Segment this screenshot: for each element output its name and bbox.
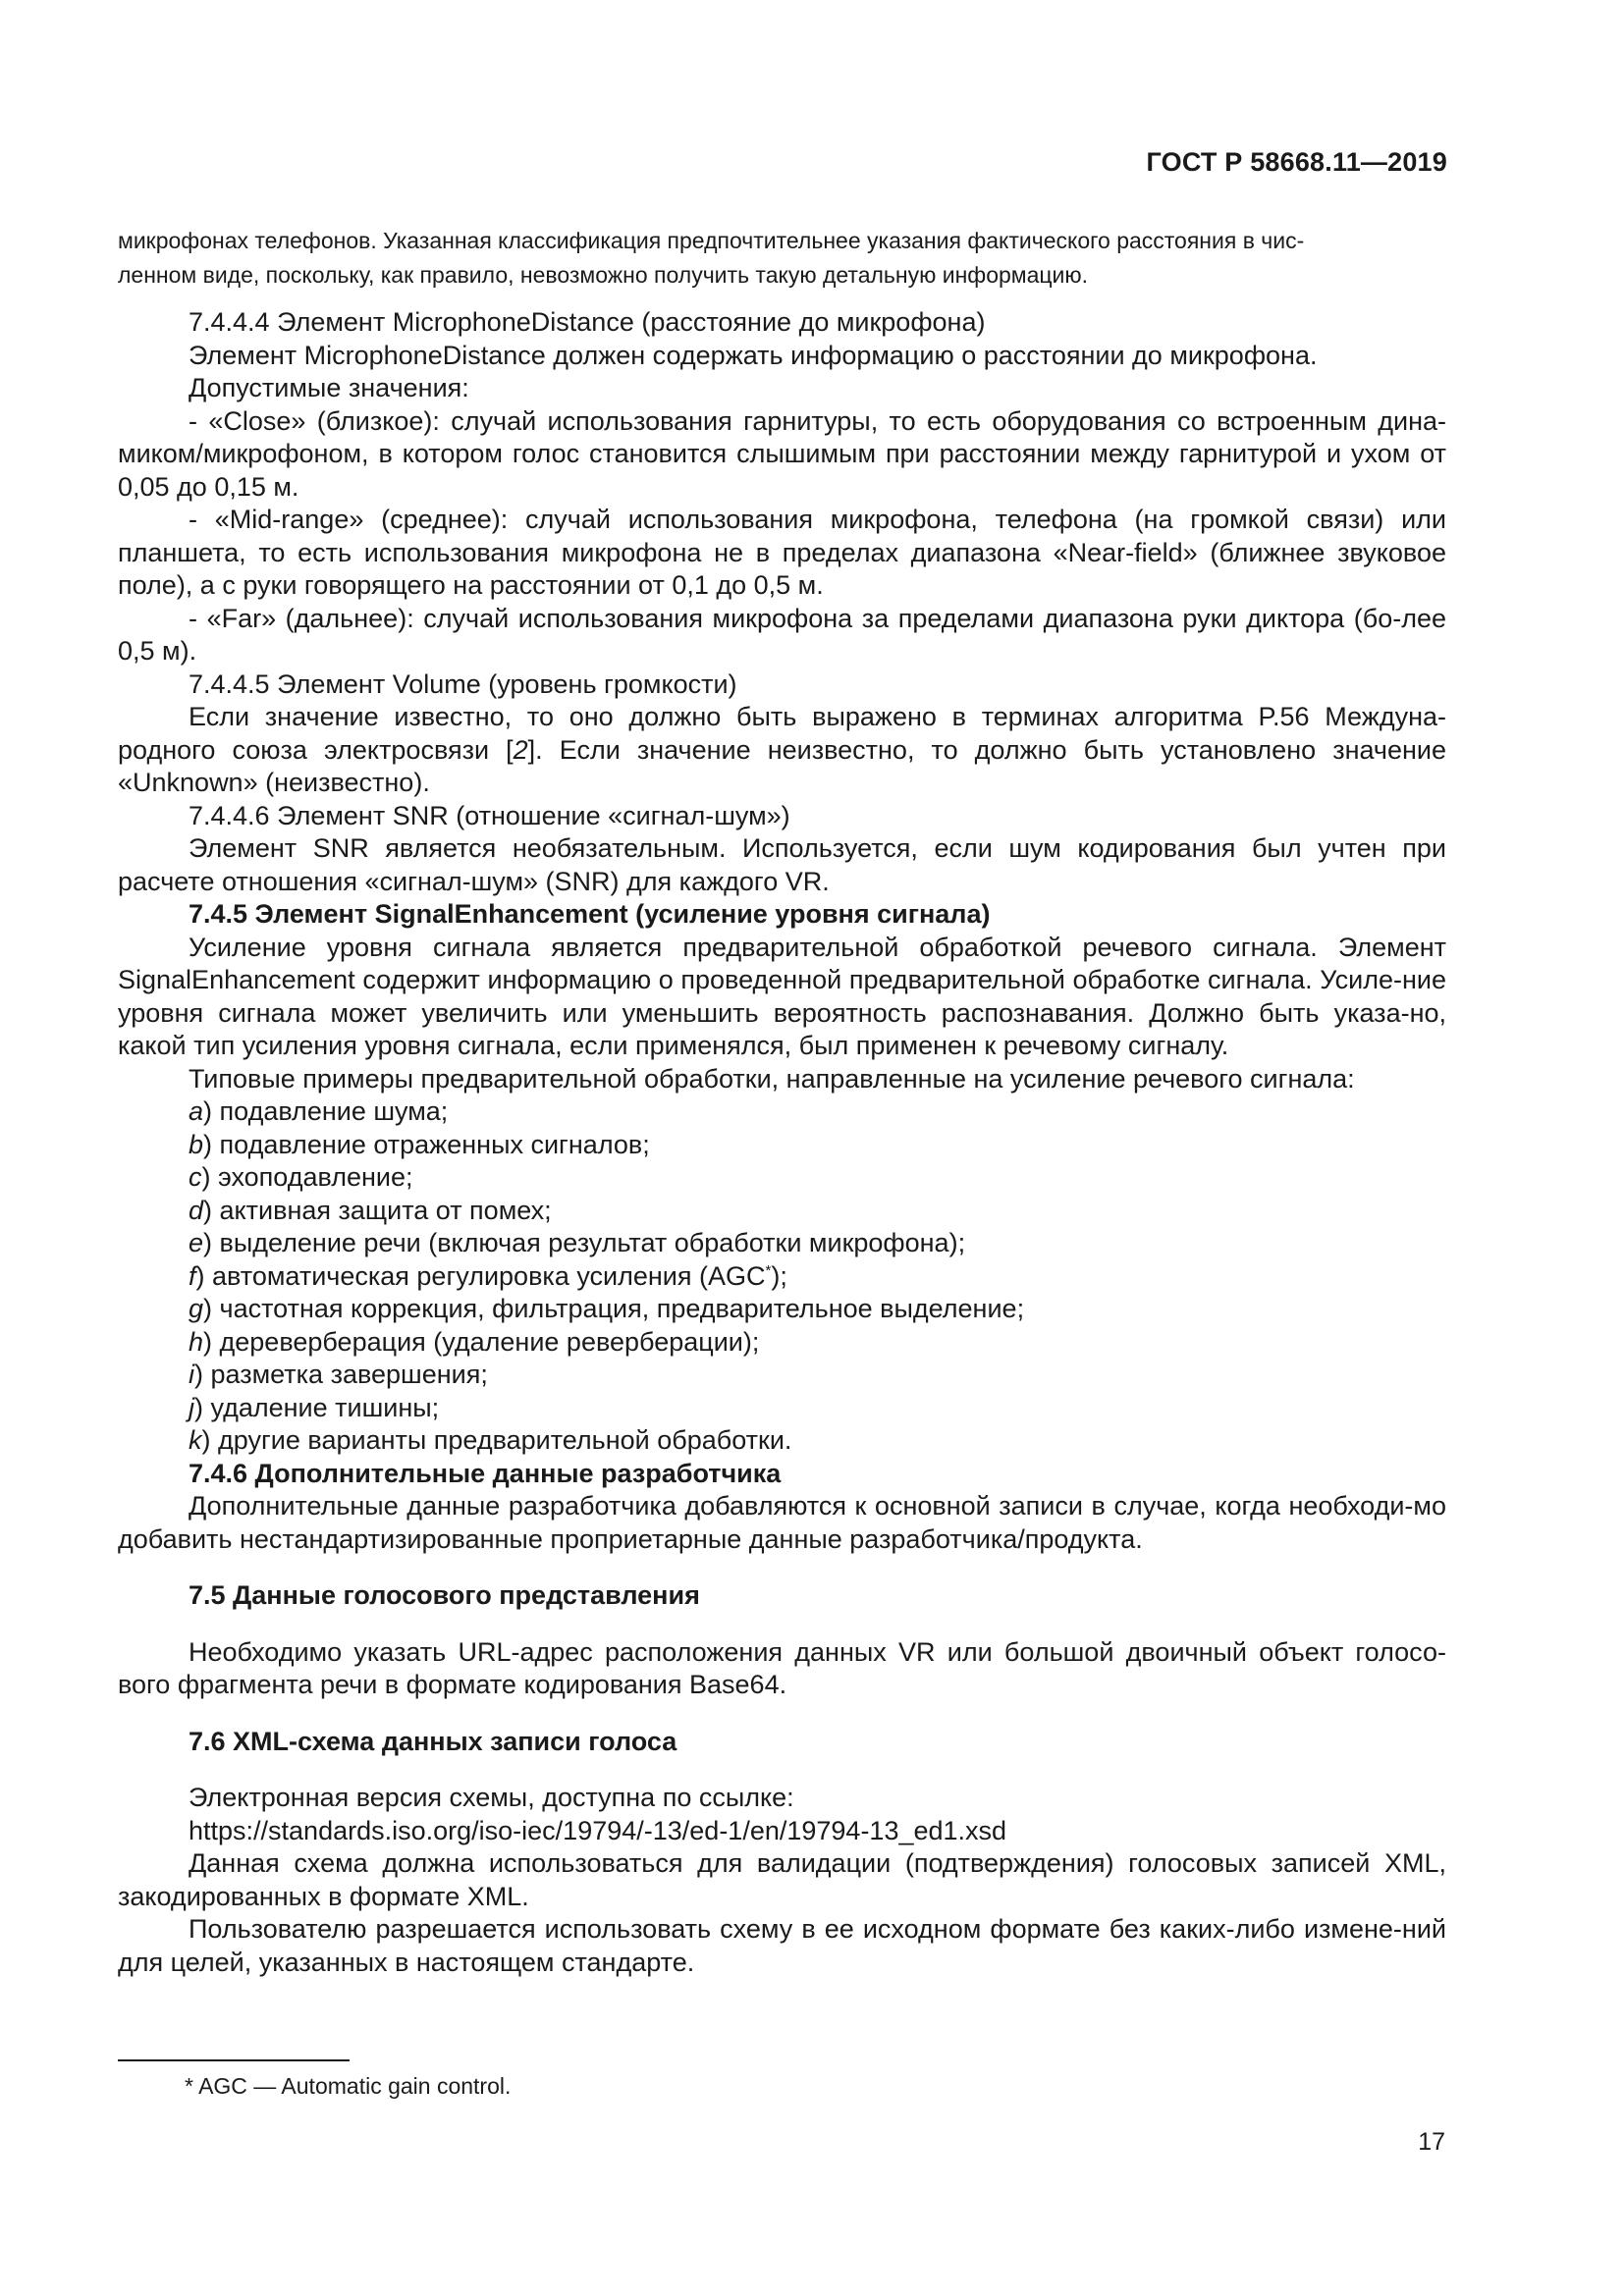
paragraph-746: Дополнительные данные разработчика добавляются к основной записи в случае, когда необходи-мо добавить нестандартизированные проприетарные данные разработчика/продукта. bbox=[118, 1491, 1446, 1554]
value-far: - «Far» (дальнее): случай использования микрофона за пределами диапазона руки диктора (бо-лее 0,5 м). bbox=[118, 603, 1446, 666]
list-item: k) другие варианты предварительной обработки. bbox=[189, 1425, 792, 1455]
list-item: i) разметка завершения; bbox=[189, 1360, 488, 1389]
footnote-marker[interactable]: * bbox=[765, 1261, 772, 1279]
list-item: a) подавление шума; bbox=[189, 1096, 449, 1126]
paragraph-7445 bbox=[118, 701, 1446, 800]
footnote-text: * AGC — Automatic gain control. bbox=[185, 2073, 512, 2099]
paragraph-75: Необходимо указать URL-адрес расположения данных VR или большой двоичный объект голосо-вого фрагмента речи в формате кодирования Base64. bbox=[118, 1636, 1446, 1699]
heading-7446: 7.4.4.6 Элемент SNR (отношение «сигнал-шум») bbox=[189, 800, 790, 830]
list-item: g) частотная коррекция, фильтрация, предварительное выделение; bbox=[189, 1294, 1025, 1323]
value-mid-range: - «Mid-range» (среднее): случай использования микрофона, телефона (на громкой связи) или планшета, то есть использования микрофона не в пределах диапазона «Near-field» (ближнее звуковое поле), а с руки говорящего на расстоянии от 0,1 до 0,5 м. bbox=[118, 505, 1446, 600]
paragraph-7445-b: ]. Если значение неизвестно, то должно быть установлено значение «Unknown» (неизвестно). bbox=[118, 734, 1446, 797]
list-item: h) дереверберация (удаление реверберации); bbox=[189, 1326, 760, 1357]
paragraph-7445-a: Если значение известно, то оно должно быть выражено в терминах алгоритма P.56 Междуна-родного союза электросвязи [ bbox=[118, 702, 1446, 765]
heading-76: 7.6 XML-схема данных записи голоса bbox=[189, 1726, 677, 1756]
heading-7445: 7.4.4.5 Элемент Volume (уровень громкости) bbox=[189, 668, 737, 699]
paragraph-745-1: Усиление уровня сигнала является предварительной обработкой речевого сигнала. Элемент SignalEnhancement содержит информацию о проведенной предварительной обработке сигнала. Усиле-ние уровня сигнала может увеличить или уменьшить вероятность распознавания. Должно быть указа-но, какой тип усиления уровня сигнала, если применялся, был применен к речевому сигналу. bbox=[118, 932, 1446, 1060]
heading-75: 7.5 Данные голосового представления bbox=[189, 1580, 700, 1610]
standard-header: ГОСТ Р 58668.11—2019 bbox=[1146, 147, 1447, 177]
value-close: - «Close» (близкое): случай использования гарнитуры, то есть оборудования со встроенным дина-миком/микрофоном, в котором голос становится слышимым при расстоянии между гарнитурой и ухом от 0,05 до 0,15 м. bbox=[118, 405, 1446, 502]
paragraph-7446: Элемент SNR является необязательным. Используется, если шум кодирования был учтен при расчете отношения «сигнал-шум» (SNR) для каждого VR. bbox=[118, 833, 1446, 896]
footnote-divider bbox=[118, 2059, 350, 2061]
heading-7444: 7.4.4.4 Элемент MicrophoneDistance (расстояние до микрофона) bbox=[189, 307, 986, 337]
paragraph-7444-2: Допустимые значения: bbox=[189, 373, 469, 402]
page-body bbox=[118, 224, 1446, 1979]
paragraph-745-2: Типовые примеры предварительной обработки, направленные на усиление речевого сигнала: bbox=[189, 1063, 1355, 1094]
heading-746: 7.4.6 Дополнительные данные разработчика bbox=[189, 1458, 782, 1488]
list-item: f) автоматическая регулировка усиления (AGC*); bbox=[189, 1260, 787, 1291]
page-number: 17 bbox=[1418, 2128, 1445, 2156]
list-item: j) удаление тишины; bbox=[189, 1392, 440, 1422]
paragraph-76-2: Данная схема должна использоваться для валидации (подтверждения) голосовых записей XML, закодированных в формате XML. bbox=[118, 1848, 1446, 1911]
enhancement-list bbox=[118, 1095, 1446, 1458]
reference-link[interactable]: 2 bbox=[513, 734, 528, 765]
list-item: c) эхоподавление; bbox=[189, 1162, 413, 1192]
intro-line-2: ленном виде, поскольку, как правило, невозможно получить такую детальную информацию. bbox=[118, 262, 1089, 288]
paragraph-7444-1: Элемент MicrophoneDistance должен содержать информацию о расстоянии до микрофона. bbox=[189, 340, 1318, 370]
schema-url-link[interactable]: https://standards.iso.org/iso-iec/19794/-13/ed-1/en/19794-13_ed1.xsd bbox=[189, 1815, 1007, 1845]
list-item: e) выделение речи (включая результат обработки микрофона); bbox=[189, 1228, 966, 1257]
paragraph-76-1: Электронная версия схемы, доступна по ссылке: bbox=[189, 1783, 794, 1812]
intro-line-1: микрофонах телефонов. Указанная классификация предпочтительнее указания фактического расстояния в чис- bbox=[118, 228, 1305, 253]
list-item: b) подавление отраженных сигналов; bbox=[189, 1129, 650, 1159]
list-item: d) активная защита от помех; bbox=[189, 1195, 552, 1225]
heading-745: 7.4.5 Элемент SignalEnhancement (усиление уровня сигнала) bbox=[189, 899, 991, 929]
intro-paragraph bbox=[118, 224, 1446, 293]
paragraph-76-3: Пользователю разрешается использовать схему в ее исходном формате без каких-либо измене-ний для целей, указанных в настоящем стандарте. bbox=[118, 1914, 1446, 1977]
